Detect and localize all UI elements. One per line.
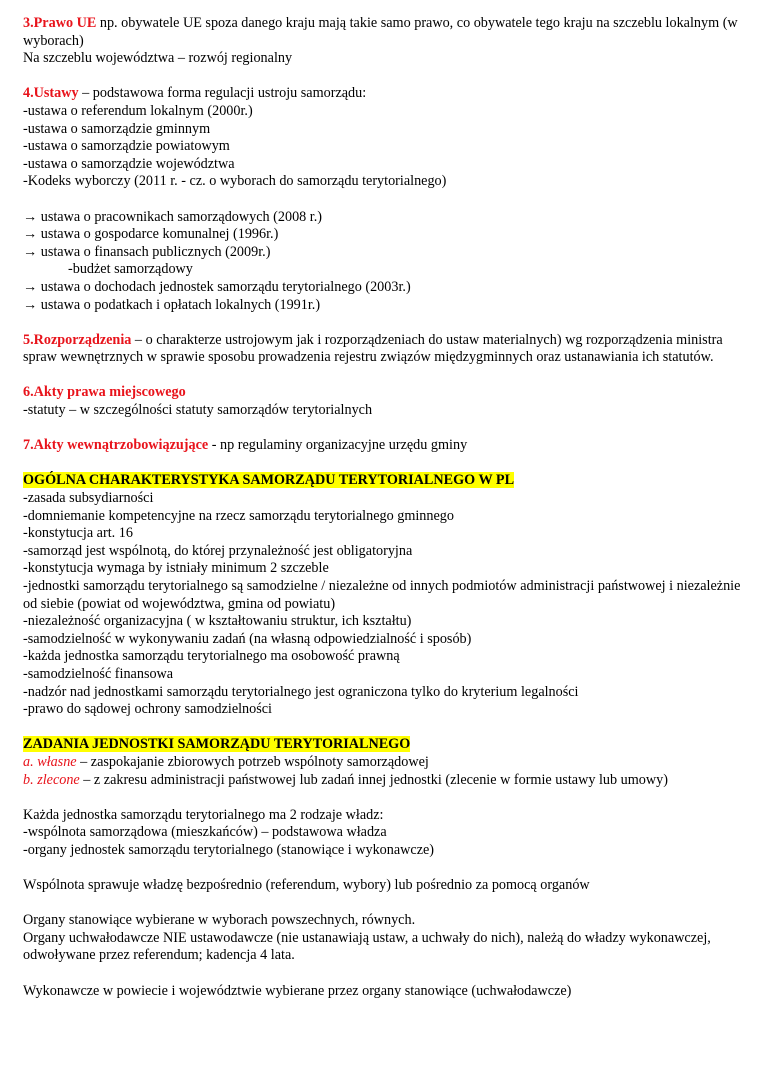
list-item: -samodzielność w wykonywaniu zadań (na własną odpowiedzialność i sposób) (23, 630, 472, 647)
section-rozporzadzenia (23, 332, 743, 367)
list-item: → ustawa o dochodach jednostek samorządu terytorialnego (2003r.) (23, 278, 411, 295)
section-text: np. obywatele UE spoza danego kraju mają takie samo prawo, co obywatele tego kraju na szczeblu lokalnym (w wyborach) (23, 15, 738, 49)
task-label: a. własne (23, 753, 77, 770)
paragraph: Wykonawcze w powiecie i województwie wybierane przez organy stanowiące (uchwałodawcze) (23, 982, 572, 999)
list-item: -ustawa o samorządzie województwa (23, 155, 235, 172)
list-item: -samodzielność finansowa (23, 665, 174, 682)
list-item: -wspólnota samorządowa (mieszkańców) – podstawowa władza (23, 824, 387, 841)
list-subitem: -budżet samorządowy (68, 261, 193, 278)
list-item: -prawo do sądowej ochrony samodzielności (23, 701, 273, 718)
list-item: -zasada subsydiarności (23, 490, 154, 507)
section-text: - np regulaminy organizacyjne urzędu gminy (208, 437, 468, 454)
paragraph: Na szczeblu województwa – rozwój regionalny (23, 50, 293, 67)
section-text: – o charakterze ustrojowym jak i rozporządzeniach do ustaw materialnych) wg rozporządzenia ministra spraw wewnętrznych w sprawie sposobu prowadzenia rejestru związów międzygminnych oraz ustanawiania ich statutów. (23, 331, 723, 366)
list-item: → ustawa o podatkach i opłatach lokalnych (1991r.) (23, 296, 321, 313)
list-item: -organy jednostek samorządu terytorialnego (stanowiące i wykonawcze) (23, 841, 435, 858)
highlighted-heading: OGÓLNA CHARAKTERYSTYKA SAMORZĄDU TERYTORIALNEGO W PL (23, 472, 515, 489)
section-heading: 5.Rozporządzenia (23, 331, 132, 348)
section-heading: 6.Akty prawa miejscowego (23, 384, 186, 401)
list-item: -konstytucja art. 16 (23, 525, 133, 542)
section-prawo-ue (23, 15, 743, 50)
list-item: -ustawa o referendum lokalnym (2000r.) (23, 102, 253, 119)
list-item: → ustawa o finansach publicznych (2009r.) (23, 243, 271, 260)
section-ustawy (23, 85, 743, 103)
list-item: -każda jednostka samorządu terytorialnego ma osobowość prawną (23, 648, 400, 665)
list-item: -konstytucja wymaga by istniały minimum 2 szczeble (23, 560, 329, 577)
list-item: -domniemanie kompetencyjne na rzecz samorządu terytorialnego gminnego (23, 507, 454, 524)
paragraph: -statuty – w szczególności statuty samorządów terytorialnych (23, 402, 373, 419)
list-item: -jednostki samorządu terytorialnego są samodzielne / niezależne od innych podmiotów administracji państwowej i niezależnie od siebie (powiat od województwa, gmina od powiatu) (23, 578, 741, 612)
paragraph: Każda jednostka samorządu terytorialnego ma 2 rodzaje władz: (23, 806, 384, 823)
list-item: -samorząd jest wspólnotą, do której przynależność jest obligatoryjna (23, 542, 413, 559)
task-text: – zaspokajanie zbiorowych potrzeb wspólnoty samorządowej (76, 753, 429, 770)
list-item: -ustawa o samorządzie gminnym (23, 120, 211, 137)
task-type-zlecone (23, 772, 743, 790)
task-text: – z zakresu administracji państwowej lub zadań innej jednostki (zlecenie w formie ustawy lub umowy) (79, 771, 668, 788)
paragraph: Wspólnota sprawuje władzę bezpośrednio (referendum, wybory) lub pośrednio za pomocą organów (23, 877, 590, 894)
list-item: → ustawa o pracownikach samorządowych (2008 r.) (23, 208, 323, 225)
paragraph: Organy uchwałodawcze NIE ustawodawcze (nie ustanawiają ustaw, a uchwały do nich), należą do władzy wykonawczej, odwoływane przez referendum; kadencja 4 lata. (23, 929, 711, 964)
task-type-wlasne (23, 754, 743, 772)
section-text: – podstawowa forma regulacji ustroju samorządu: (78, 85, 367, 102)
section-heading: 3.Prawo UE (23, 15, 97, 31)
list-item: -nadzór nad jednostkami samorządu terytorialnego jest ograniczona tylko do kryterium legalności (23, 683, 579, 700)
list-item: -ustawa o samorządzie powiatowym (23, 138, 230, 155)
paragraph: Organy stanowiące wybierane w wyborach powszechnych, równych. (23, 912, 416, 929)
section-akty-wewnatrz (23, 437, 743, 455)
list-item: → ustawa o gospodarce komunalnej (1996r.) (23, 226, 279, 243)
document-page (23, 15, 743, 1000)
list-item: -niezależność organizacyjna ( w kształtowaniu struktur, ich kształtu) (23, 613, 412, 630)
section-heading: 7.Akty wewnątrzobowiązujące (23, 437, 209, 454)
task-label: b. zlecone (23, 771, 80, 788)
list-item: -Kodeks wyborczy (2011 r. - cz. o wyborach do samorządu terytorialnego) (23, 173, 447, 190)
highlighted-heading: ZADANIA JEDNOSTKI SAMORZĄDU TERYTORIALNEGO (23, 736, 411, 753)
section-heading: 4.Ustawy (23, 85, 79, 102)
